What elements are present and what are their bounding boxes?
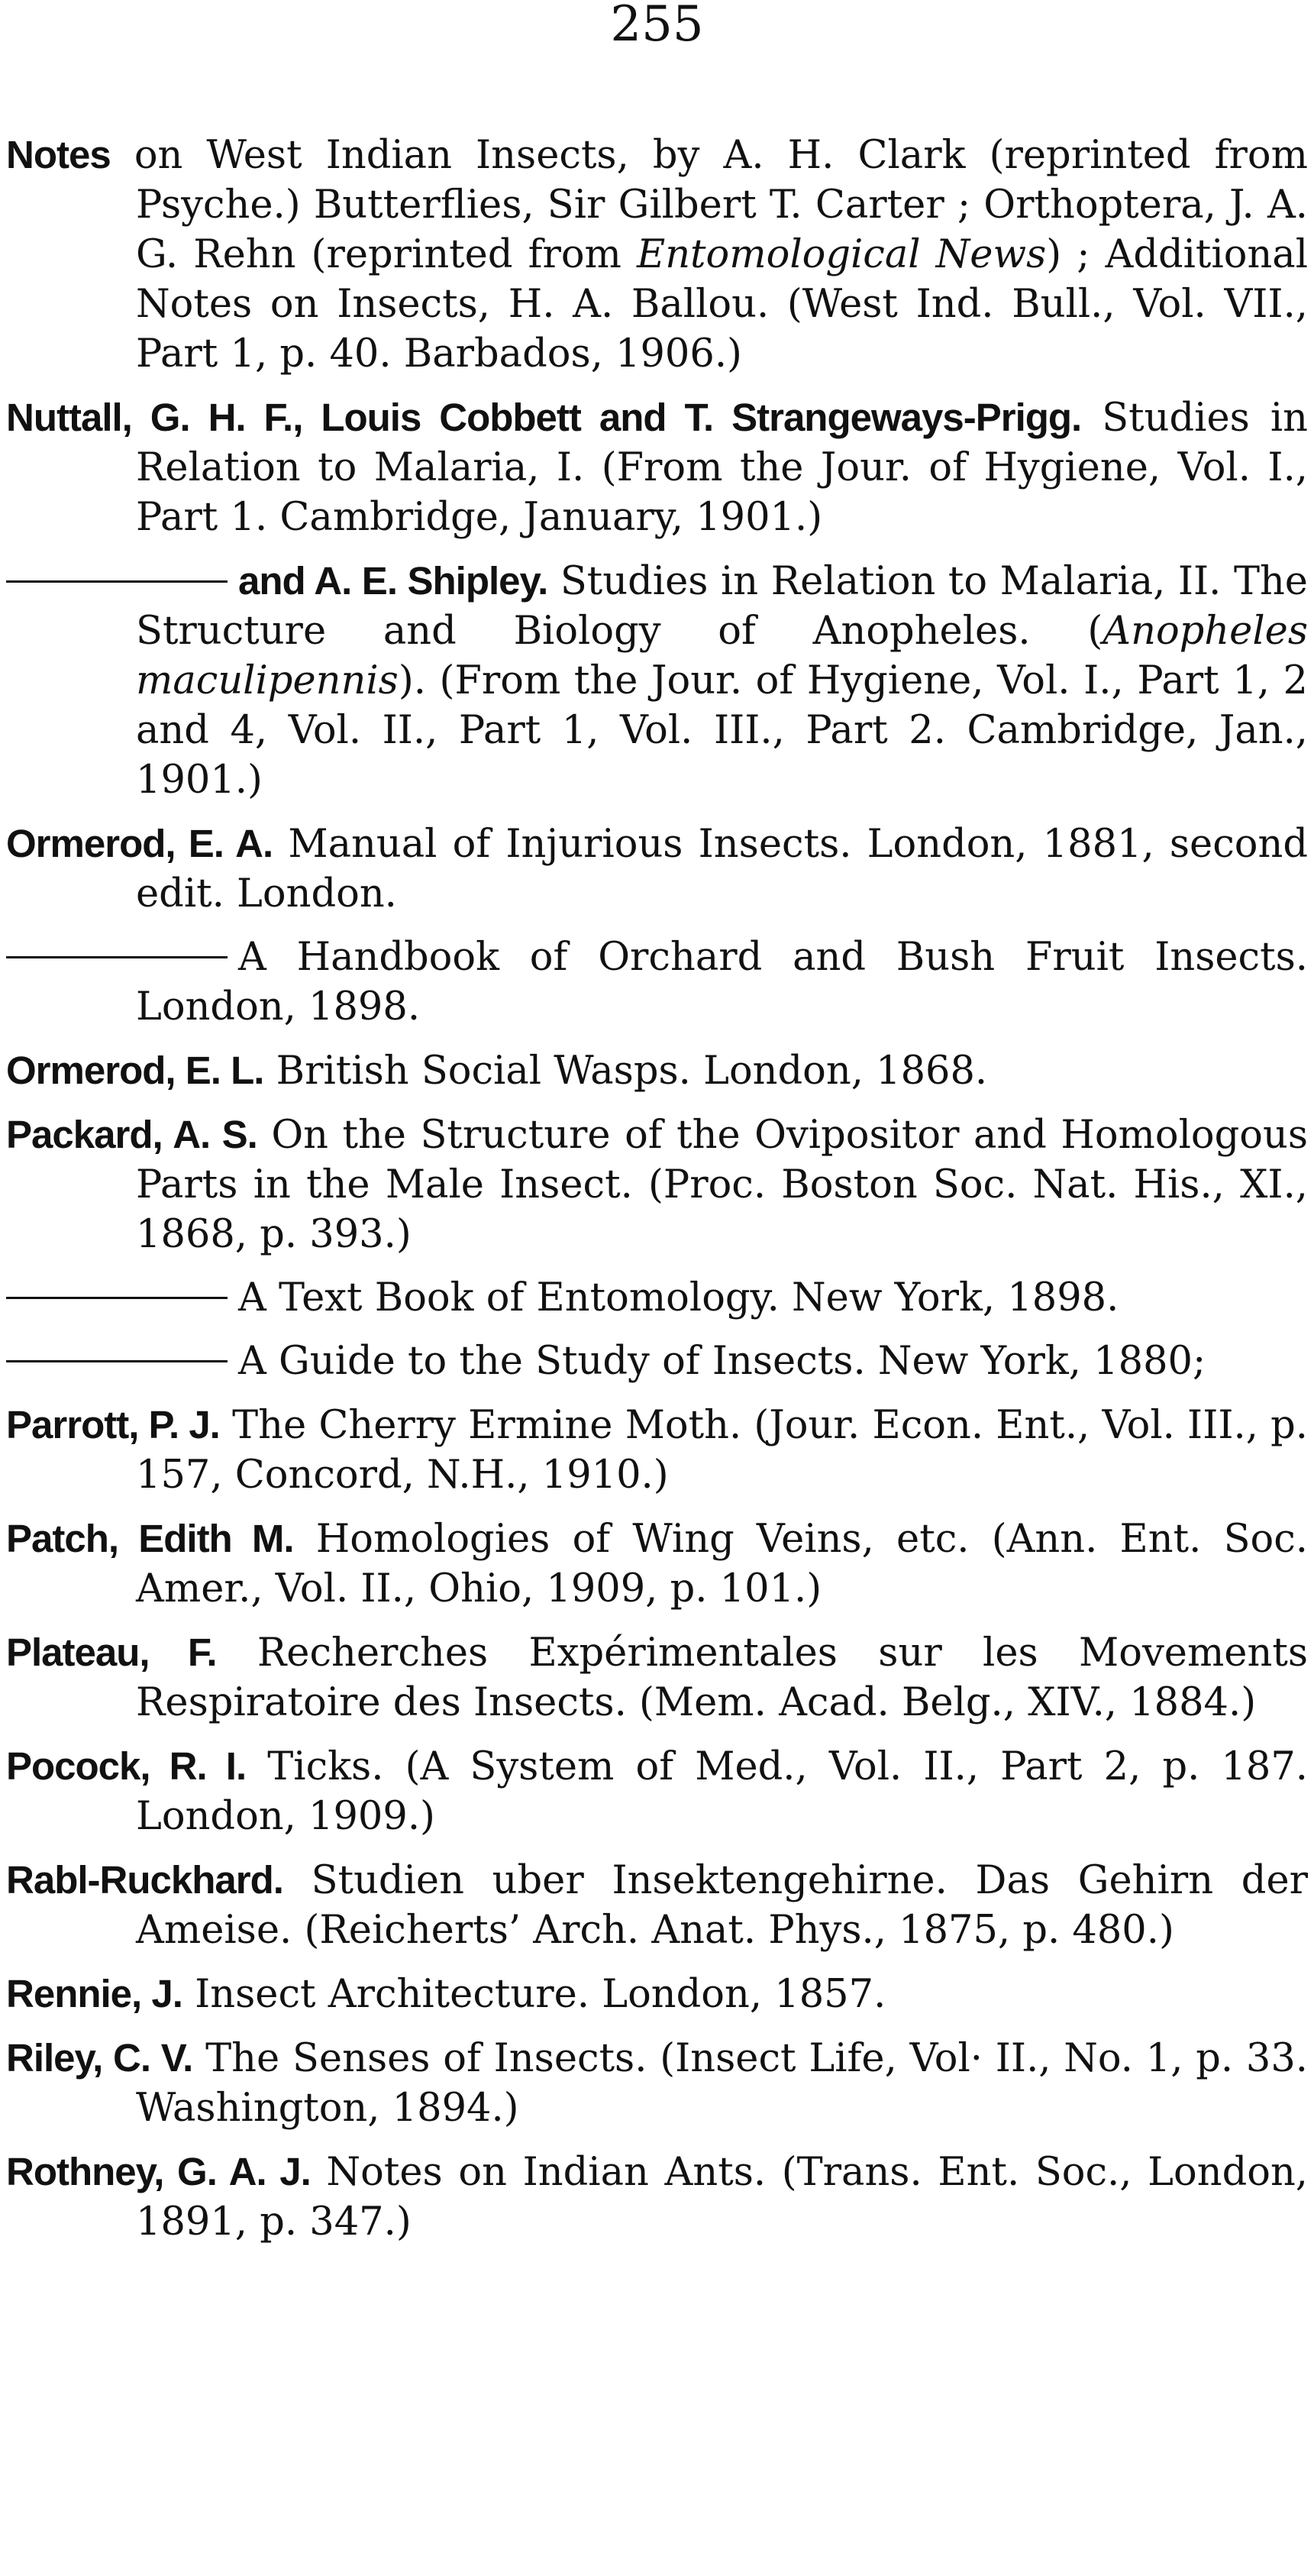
bibliography-entry [6,556,1308,805]
entry-author: Rabl-Ruckhard. [6,1858,283,1902]
entry-text: Ticks. (A System of Med., Vol. II., Part 2, p. 187. London, 1909.) [136,1744,1308,1839]
entry-text-cont: ). (From the Jour. of Hygiene, Vol. I., Part 1, 2 and 4, Vol. II., Part 1, Vol. III., Part 2. Cambridge, Jan., 1901.) [136,658,1308,803]
bibliography-entry [6,1273,1308,1323]
entry-text-cont: ) ; Additional Notes on Insects, H. A. Ballou. (West Ind. Bull., Vol. VII., Part 1, p. 40. Barbados, 1906.) [136,232,1309,377]
ditto-rule [6,956,228,958]
bibliography-entry [6,1969,1308,2019]
bibliography-entry [6,1627,1308,1728]
bibliography-list [6,130,1308,2261]
bibliography-entry [6,1400,1308,1500]
entry-text: The Senses of Insects. (Insect Life, Vol· II., No. 1, p. 33. Washington, 1894.) [136,2036,1308,2131]
entry-italic: Anopheles maculipennis [136,609,1308,703]
entry-text: A Guide to the Study of Insects. New York, 1880; [238,1339,1206,1384]
bibliography-entry [6,1336,1308,1386]
entry-italic: Entomological News [636,232,1047,277]
entry-author: Parrott, P. J. [6,1403,220,1446]
ditto-rule [6,1360,228,1362]
entry-author: Notes [6,133,111,176]
entry-author: Packard, A. S. [6,1113,257,1156]
entry-text: Homologies of Wing Veins, etc. (Ann. Ent. Soc. Amer., Vol. II., Ohio, 1909, p. 101.) [136,1517,1308,1611]
ditto-rule [6,580,228,583]
entry-author: Patch, Edith M. [6,1517,294,1560]
entry-author: Pocock, R. I. [6,1744,247,1788]
bibliography-entry [6,1514,1308,1614]
bibliography-entry [6,1855,1308,1955]
entry-author: and A. E. Shipley. [238,559,548,603]
entry-text: British Social Wasps. London, 1868. [276,1049,988,1094]
page-number: 255 [610,0,704,53]
entry-text: On the Structure of the Ovipositor and Homologous Parts in the Male Insect. (Proc. Boston Soc. Nat. His., XI., 1868, p. 393.) [136,1113,1309,1257]
entry-author: Rennie, J. [6,1972,182,2015]
bibliography-entry [6,2033,1308,2133]
entry-author: Rothney, G. A. J. [6,2150,311,2193]
ditto-rule [6,1297,228,1299]
entry-text: A Handbook of Orchard and Bush Fruit Insects. London, 1898. [136,935,1308,1029]
entry-text: A Text Book of Entomology. New York, 1898. [238,1275,1119,1320]
entry-text: The Cherry Ermine Moth. (Jour. Econ. Ent., Vol. III., p. 157, Concord, N.H., 1910.) [136,1403,1308,1498]
bibliography-entry [6,1110,1308,1259]
entry-text: Insect Architecture. London, 1857. [195,1972,886,2017]
bibliography-entry [6,130,1308,379]
entry-text: Notes on Indian Ants. (Trans. Ent. Soc., London, 1891, p. 347.) [136,2150,1308,2245]
bibliography-entry [6,393,1308,542]
entry-author: Nuttall, G. H. F., Louis Cobbett and T. Strangeways-Prigg. [6,396,1082,439]
entry-text: Studies in Relation to Malaria, I. (From the Jour. of Hygiene, Vol. I., Part 1. Cambridge, January, 1901.) [136,396,1308,540]
entry-author: Plateau, F. [6,1631,217,1674]
entry-text: Manual of Injurious Insects. London, 1881, second edit. London. [136,822,1308,916]
bibliography-entry [6,1741,1308,1841]
entry-author: Ormerod, E. L. [6,1049,264,1092]
bibliography-entry [6,2147,1308,2247]
entry-text: on West Indian Insects, by A. H. Clark (reprinted from Psyche.) Butterflies, Sir Gilbert T. Carter ; Orthoptera, J. A. G. Rehn (reprinted from [134,133,1308,277]
entry-author: Ormerod, E. A. [6,822,273,865]
entry-text: Studies in Relation to Malaria, II. The Structure and Biology of Anopheles. ( [136,559,1308,654]
bibliography-entry [6,1046,1308,1096]
entry-text: Studien uber Insektengehirne. Das Gehirn der Ameise. (Reicherts’ Arch. Anat. Phys., 1875, p. 480.) [136,1858,1309,1953]
entry-author: Riley, C. V. [6,2036,193,2080]
entry-text: Recherches Expérimentales sur les Movements Respiratoire des Insects. (Mem. Acad. Belg., XIV., 1884.) [136,1631,1308,1725]
bibliography-entry [6,819,1308,919]
bibliography-entry [6,932,1308,1032]
